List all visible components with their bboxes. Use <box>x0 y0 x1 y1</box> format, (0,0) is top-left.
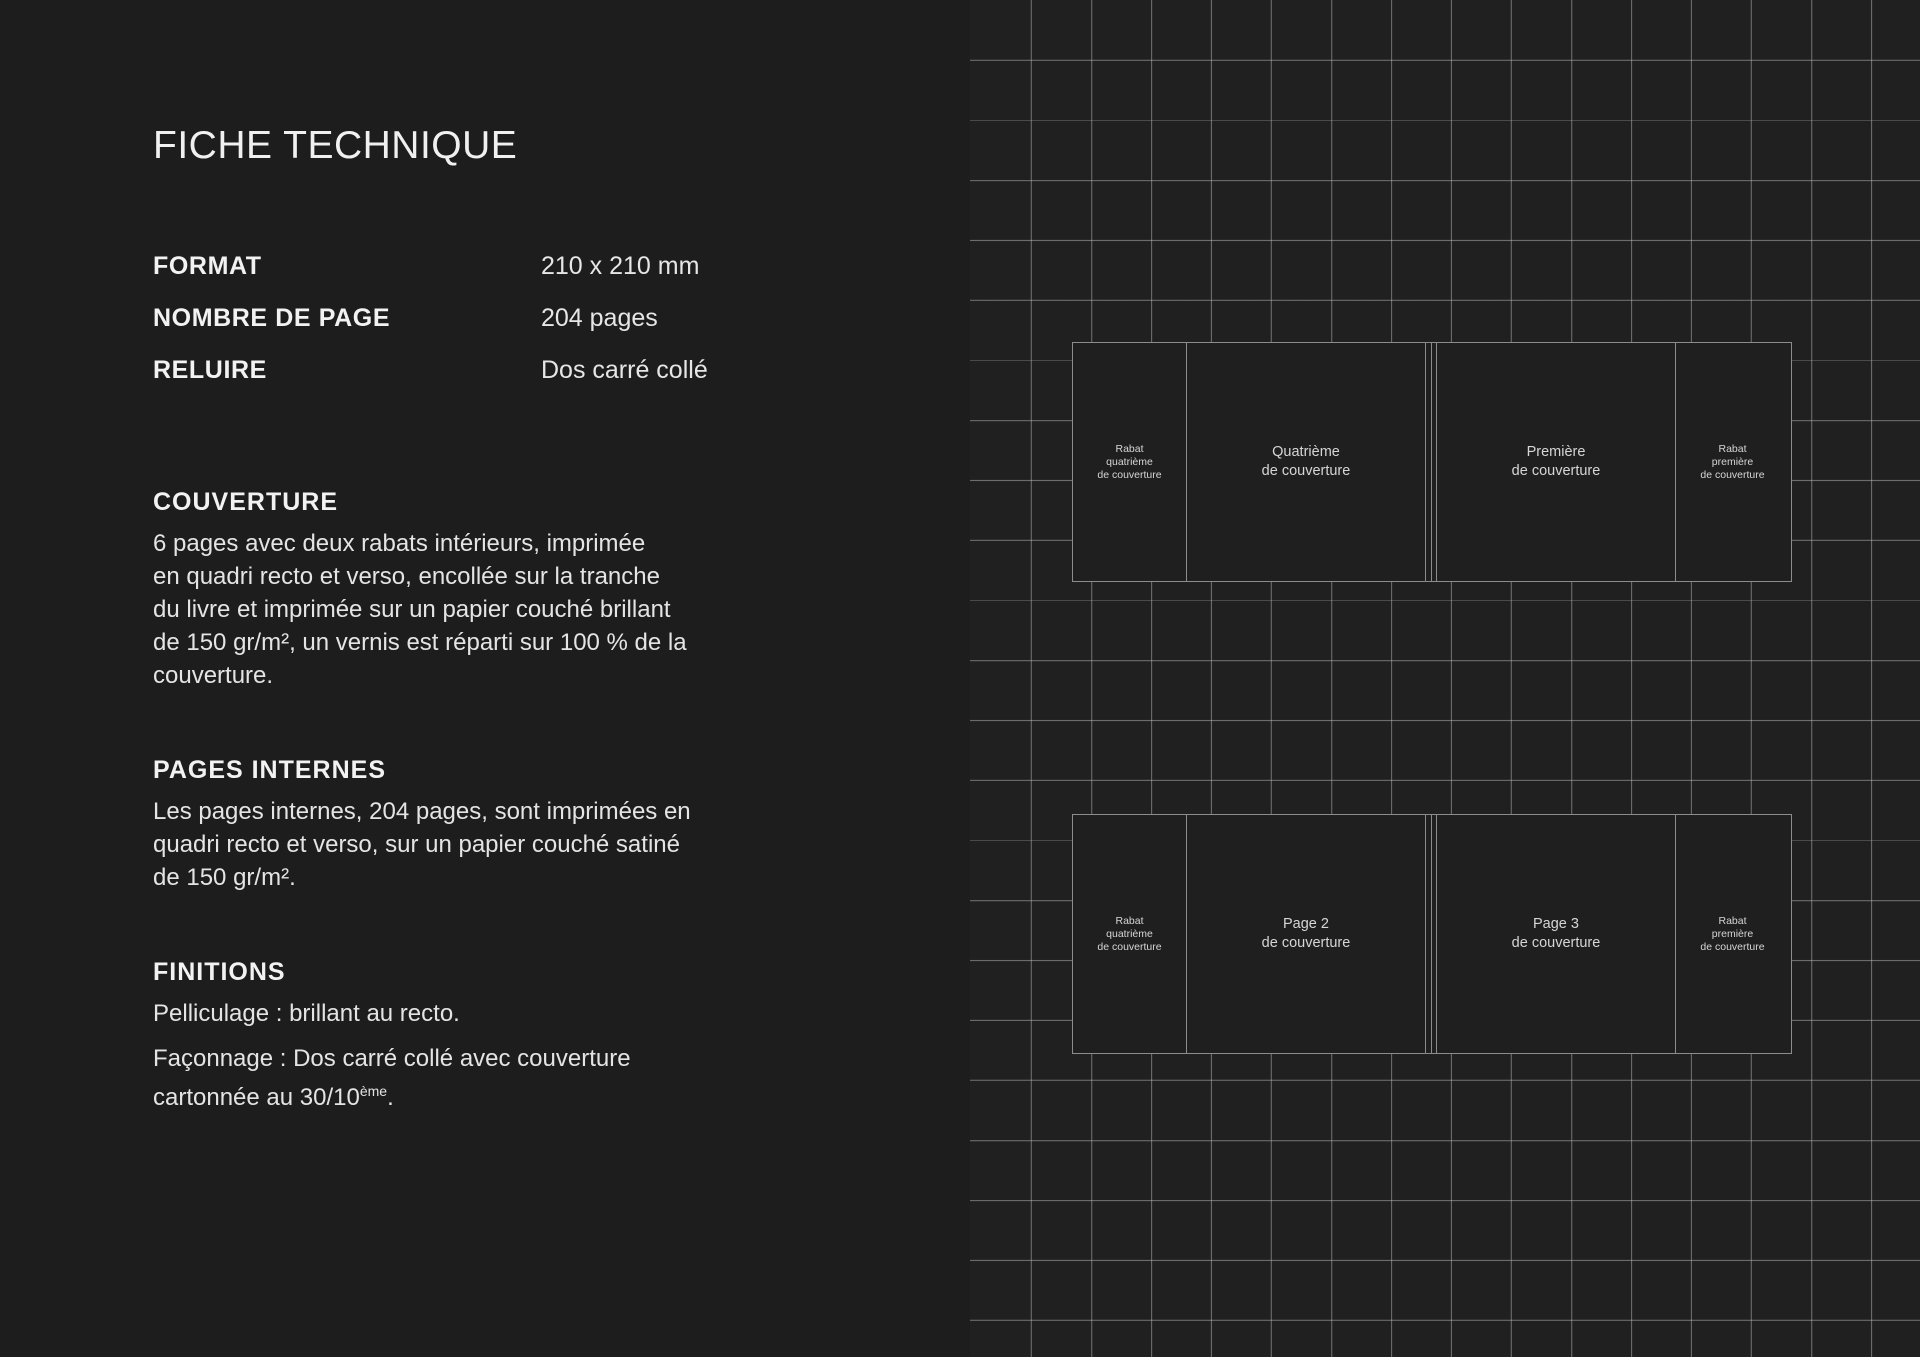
superscript: ème <box>359 1083 388 1099</box>
flap-front-cover <box>1675 815 1789 1053</box>
panel-label: Première <box>1526 444 1586 460</box>
section-heading: PAGES INTERNES <box>153 756 387 784</box>
spec-label: FORMAT <box>153 251 262 280</box>
panel-label: de couverture <box>1261 935 1351 951</box>
flap-back-cover <box>1073 815 1187 1053</box>
cover-spread-inside <box>1072 814 1792 1054</box>
text-line: quadri recto et verso, sur un papier couché satiné <box>153 831 680 858</box>
spec-label: NOMBRE DE PAGE <box>153 303 391 332</box>
panel-label: Rabat <box>1718 914 1747 927</box>
panel-label: quatrième <box>1106 455 1153 468</box>
section-heading: COUVERTURE <box>153 488 339 516</box>
panel-label: de couverture <box>1700 940 1765 953</box>
section-couverture <box>153 488 713 692</box>
front-cover-panel <box>1437 343 1675 581</box>
panel-label: première <box>1711 927 1754 940</box>
flap-front-cover <box>1675 343 1789 581</box>
section-finitions <box>153 958 713 1114</box>
panel-label: Rabat <box>1115 914 1144 927</box>
spec-value: Dos carré collé <box>541 355 708 384</box>
text-line: Façonnage : Dos carré collé avec couverture <box>153 1045 631 1072</box>
panel-label: de couverture <box>1097 468 1162 481</box>
panel-label: Rabat <box>1115 442 1144 455</box>
page-title: FICHE TECHNIQUE <box>153 124 518 167</box>
spec-row-format <box>153 240 708 292</box>
grid-panel <box>970 0 1920 1357</box>
faconnage-text <box>153 1042 713 1114</box>
page-3-panel <box>1437 815 1675 1053</box>
text-line: couverture. <box>153 662 274 689</box>
panel-label: de couverture <box>1097 940 1162 953</box>
panel-label: Page 2 <box>1283 916 1329 932</box>
panel-label: Quatrième <box>1272 444 1340 460</box>
spec-value: 204 pages <box>541 303 658 332</box>
text-line: 6 pages avec deux rabats intérieurs, imprimée <box>153 530 646 557</box>
section-heading: FINITIONS <box>153 958 286 986</box>
panel-label: de couverture <box>1261 463 1351 479</box>
text-line: en quadri recto et verso, encollée sur la tranche <box>153 563 660 590</box>
text-line: de 150 gr/m², un vernis est réparti sur 100 % de la <box>153 629 687 656</box>
section-pages-internes <box>153 756 713 894</box>
pelliculage-text: Pelliculage : brillant au recto. <box>153 1000 460 1027</box>
spec-row-page-count <box>153 292 708 344</box>
spine <box>1425 815 1437 1053</box>
text-line: Les pages internes, 204 pages, sont imprimées en <box>153 798 691 825</box>
panel-label: de couverture <box>1700 468 1765 481</box>
section-paragraph <box>153 527 713 692</box>
panel-label: de couverture <box>1511 935 1601 951</box>
text-line-end: . <box>387 1084 394 1111</box>
cover-spread-outside <box>1072 342 1792 582</box>
panel-label: première <box>1711 455 1754 468</box>
panel-label: Rabat <box>1718 442 1747 455</box>
section-paragraph <box>153 795 713 894</box>
spec-row-binding <box>153 344 708 396</box>
text-line: de 150 gr/m². <box>153 864 296 891</box>
spec-label: RELUIRE <box>153 355 267 384</box>
panel-label: quatrième <box>1106 927 1153 940</box>
flap-back-cover <box>1073 343 1187 581</box>
panel-label: de couverture <box>1511 463 1601 479</box>
panel-label: Page 3 <box>1533 916 1579 932</box>
spec-value: 210 x 210 mm <box>541 251 700 280</box>
page-2-panel <box>1187 815 1425 1053</box>
text-line: cartonnée au 30/10 <box>153 1084 360 1111</box>
text-line: du livre et imprimée sur un papier couché brillant <box>153 596 671 623</box>
spine <box>1425 343 1437 581</box>
spec-table <box>153 240 708 396</box>
back-cover-panel <box>1187 343 1425 581</box>
